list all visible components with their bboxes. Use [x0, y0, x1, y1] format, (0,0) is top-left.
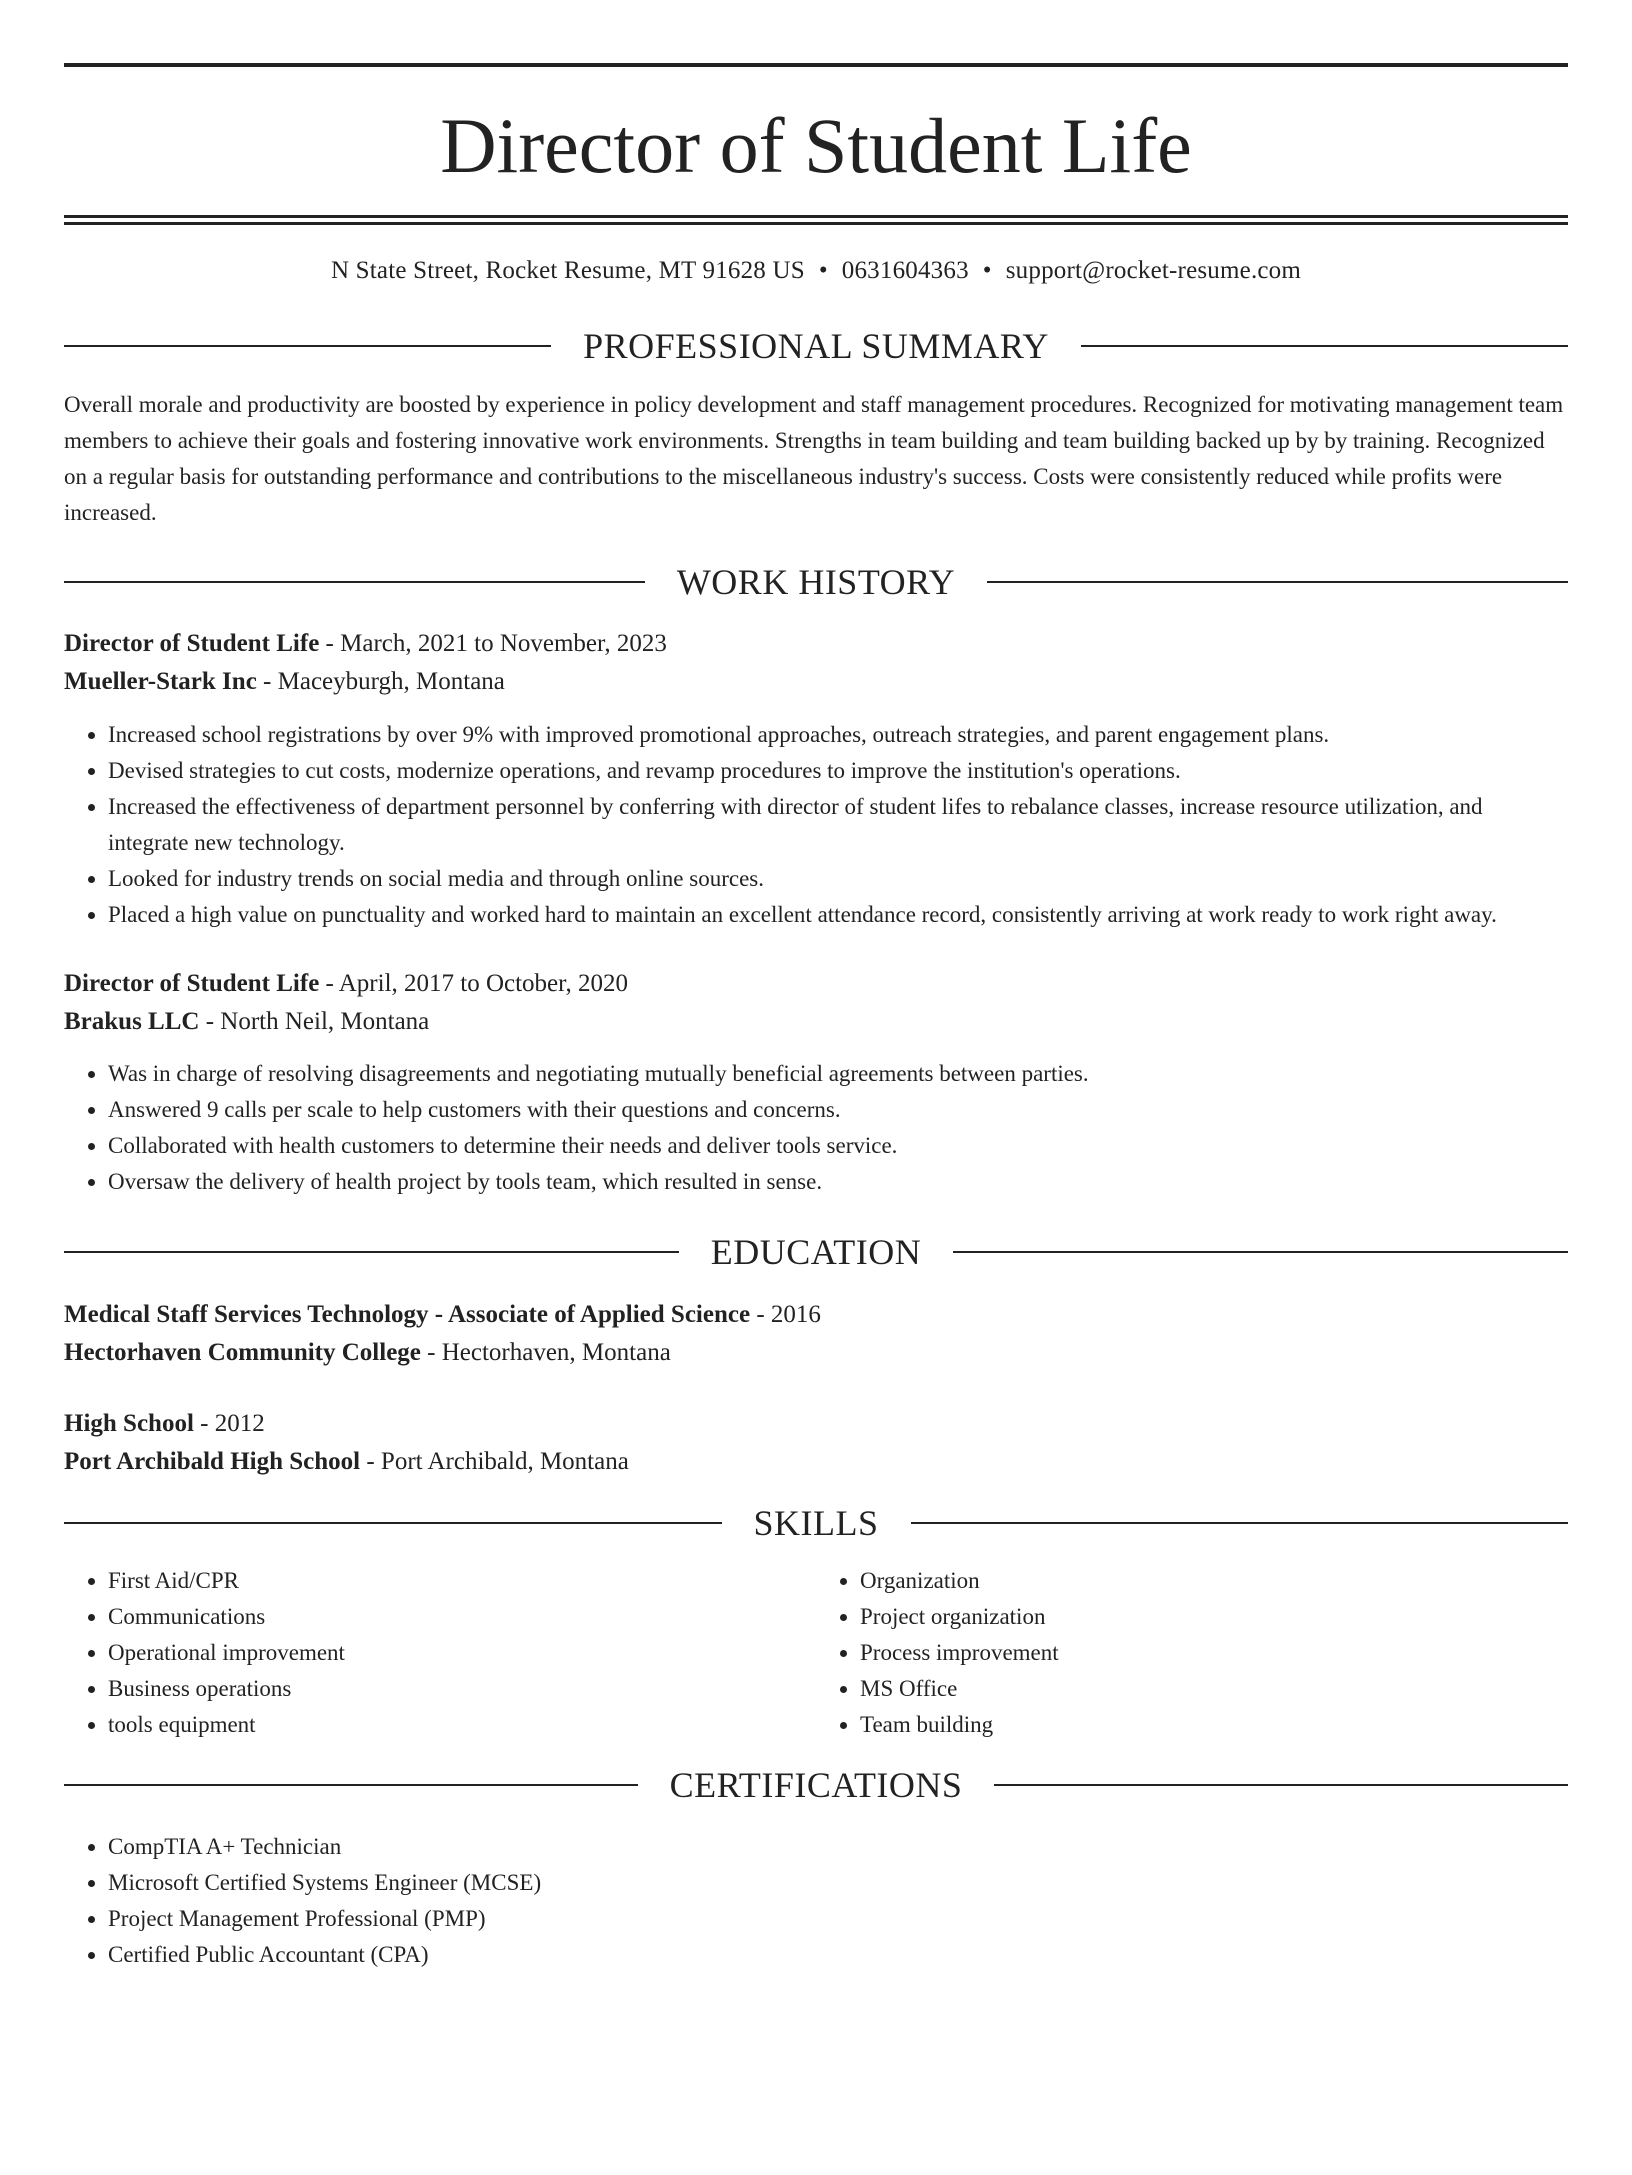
- section-title: EDUCATION: [710, 1232, 922, 1272]
- job-title-line: [64, 625, 1568, 663]
- education-degree: High School: [64, 1410, 194, 1437]
- section-rule: [64, 345, 551, 347]
- list-item: • Increased school registrations by over 9% with improved promotional approaches, outreach strategies, and parent engagement plans.: [108, 717, 1568, 753]
- resume-title: Director of Student Life: [440, 102, 1192, 189]
- list-item: • Was in charge of resolving disagreements and negotiating mutually beneficial agreements between parties.: [108, 1056, 1568, 1092]
- job-entry: [64, 625, 1568, 933]
- education-year: - 2016: [750, 1301, 821, 1328]
- header-double-rule: [64, 215, 1568, 225]
- education-school: Port Archibald High School: [64, 1448, 361, 1475]
- job-company-line: [64, 663, 1568, 701]
- contact-address: N State Street, Rocket Resume, MT 91628 US: [330, 257, 805, 284]
- list-item: • Collaborated with health customers to determine their needs and deliver tools service.: [108, 1128, 1568, 1164]
- section-header-education: [64, 1234, 1568, 1270]
- list-item: • Increased the effectiveness of department personnel by conferring with director of student lifes to rebalance classes, increase resource utilization, and integrate new technology.: [108, 789, 1568, 861]
- skills-list-left: [64, 1563, 816, 1743]
- section-title: WORK HISTORY: [676, 562, 956, 602]
- job-company: Mueller-Stark Inc: [64, 668, 257, 695]
- list-item: • Oversaw the delivery of health project by tools team, which resulted in sense.: [108, 1164, 1568, 1200]
- certification-item: • CompTIA A+ Technician: [108, 1829, 1568, 1865]
- skill-item: • Business operations: [108, 1671, 816, 1707]
- section-rule: [64, 581, 645, 583]
- certifications-list: [64, 1829, 1568, 1973]
- job-company: Brakus LLC: [64, 1008, 200, 1035]
- list-item: • Answered 9 calls per scale to help customers with their questions and concerns.: [108, 1092, 1568, 1128]
- education-degree-line: [64, 1296, 1568, 1334]
- education-location: - Port Archibald, Montana: [360, 1448, 629, 1475]
- skill-item: • Team building: [860, 1707, 1568, 1743]
- education-location: - Hectorhaven, Montana: [420, 1339, 671, 1366]
- education-school-line: [64, 1334, 1568, 1372]
- job-title-line: [64, 965, 1568, 1003]
- list-item: • Devised strategies to cut costs, modernize operations, and revamp procedures to improve the institution's operations.: [108, 753, 1568, 789]
- job-title: Director of Student Life: [64, 630, 320, 657]
- contact-separator: •: [818, 257, 828, 284]
- list-item: • Looked for industry trends on social media and through online sources.: [108, 861, 1568, 897]
- job-location: - North Neil, Montana: [199, 1008, 430, 1035]
- certification-item: • Microsoft Certified Systems Engineer (MCSE): [108, 1865, 1568, 1901]
- section-title: SKILLS: [753, 1503, 879, 1543]
- section-rule: [953, 1251, 1568, 1253]
- education-year: - 2012: [193, 1410, 265, 1437]
- summary-text: Overall morale and productivity are boosted by experience in policy development and staff management procedures. Recognized for motivating management team members to achieve their goals and fostering innovative work environments. Strengths in team building and team building backed up by by training. Recognized on a regular basis for outstanding performance and contributions to the miscellaneous industry's success. Costs were consistently reduced while profits were increased.: [64, 392, 1564, 525]
- job-bullets: [64, 717, 1568, 933]
- section-rule: [64, 1784, 638, 1786]
- skills-columns: [64, 1563, 1568, 1743]
- section-rule: [987, 581, 1568, 583]
- job-dates: - April, 2017 to October, 2020: [319, 970, 628, 997]
- section-rule: [1081, 345, 1568, 347]
- resume-page: [0, 63, 1632, 2175]
- list-item: • Placed a high value on punctuality and worked hard to maintain an excellent attendance record, consistently arriving at work ready to work right away.: [108, 897, 1568, 933]
- skill-item: • tools equipment: [108, 1707, 816, 1743]
- skill-item: • Organization: [860, 1563, 1568, 1599]
- certification-item: • Project Management Professional (PMP): [108, 1901, 1568, 1937]
- section-rule: [911, 1522, 1569, 1524]
- job-entry: [64, 965, 1568, 1200]
- education-degree-line: [64, 1405, 1568, 1443]
- education-entry: [64, 1296, 1568, 1372]
- section-header-summary: [64, 328, 1568, 364]
- header-top-rule: [64, 63, 1568, 67]
- skill-item: • Project organization: [860, 1599, 1568, 1635]
- job-dates: - March, 2021 to November, 2023: [319, 630, 667, 657]
- skill-item: • Process improvement: [860, 1635, 1568, 1671]
- section-rule: [64, 1522, 722, 1524]
- job-location: - Maceyburgh, Montana: [256, 668, 505, 695]
- contact-separator: •: [982, 257, 992, 284]
- contact-line: [64, 257, 1568, 285]
- section-header-work-history: [64, 564, 1568, 600]
- education-school: Hectorhaven Community College: [64, 1339, 421, 1366]
- skills-list-right: [816, 1563, 1568, 1743]
- certification-item: • Certified Public Accountant (CPA): [108, 1937, 1568, 1973]
- contact-email: support@rocket-resume.com: [1005, 257, 1302, 284]
- education-school-line: [64, 1443, 1568, 1481]
- job-title: Director of Student Life: [64, 970, 320, 997]
- skill-item: • Communications: [108, 1599, 816, 1635]
- job-bullets: [64, 1056, 1568, 1200]
- section-rule: [64, 1251, 679, 1253]
- skill-item: • Operational improvement: [108, 1635, 816, 1671]
- skill-item: • First Aid/CPR: [108, 1563, 816, 1599]
- contact-phone: 0631604363: [841, 257, 969, 284]
- section-header-skills: [64, 1505, 1568, 1541]
- skill-item: • MS Office: [860, 1671, 1568, 1707]
- education-entry: [64, 1405, 1568, 1481]
- section-header-certifications: [64, 1767, 1568, 1803]
- education-degree: Medical Staff Services Technology - Associate of Applied Science: [64, 1301, 751, 1328]
- job-company-line: [64, 1003, 1568, 1041]
- section-title: PROFESSIONAL SUMMARY: [583, 326, 1049, 366]
- section-title: CERTIFICATIONS: [669, 1765, 963, 1805]
- section-rule: [994, 1784, 1568, 1786]
